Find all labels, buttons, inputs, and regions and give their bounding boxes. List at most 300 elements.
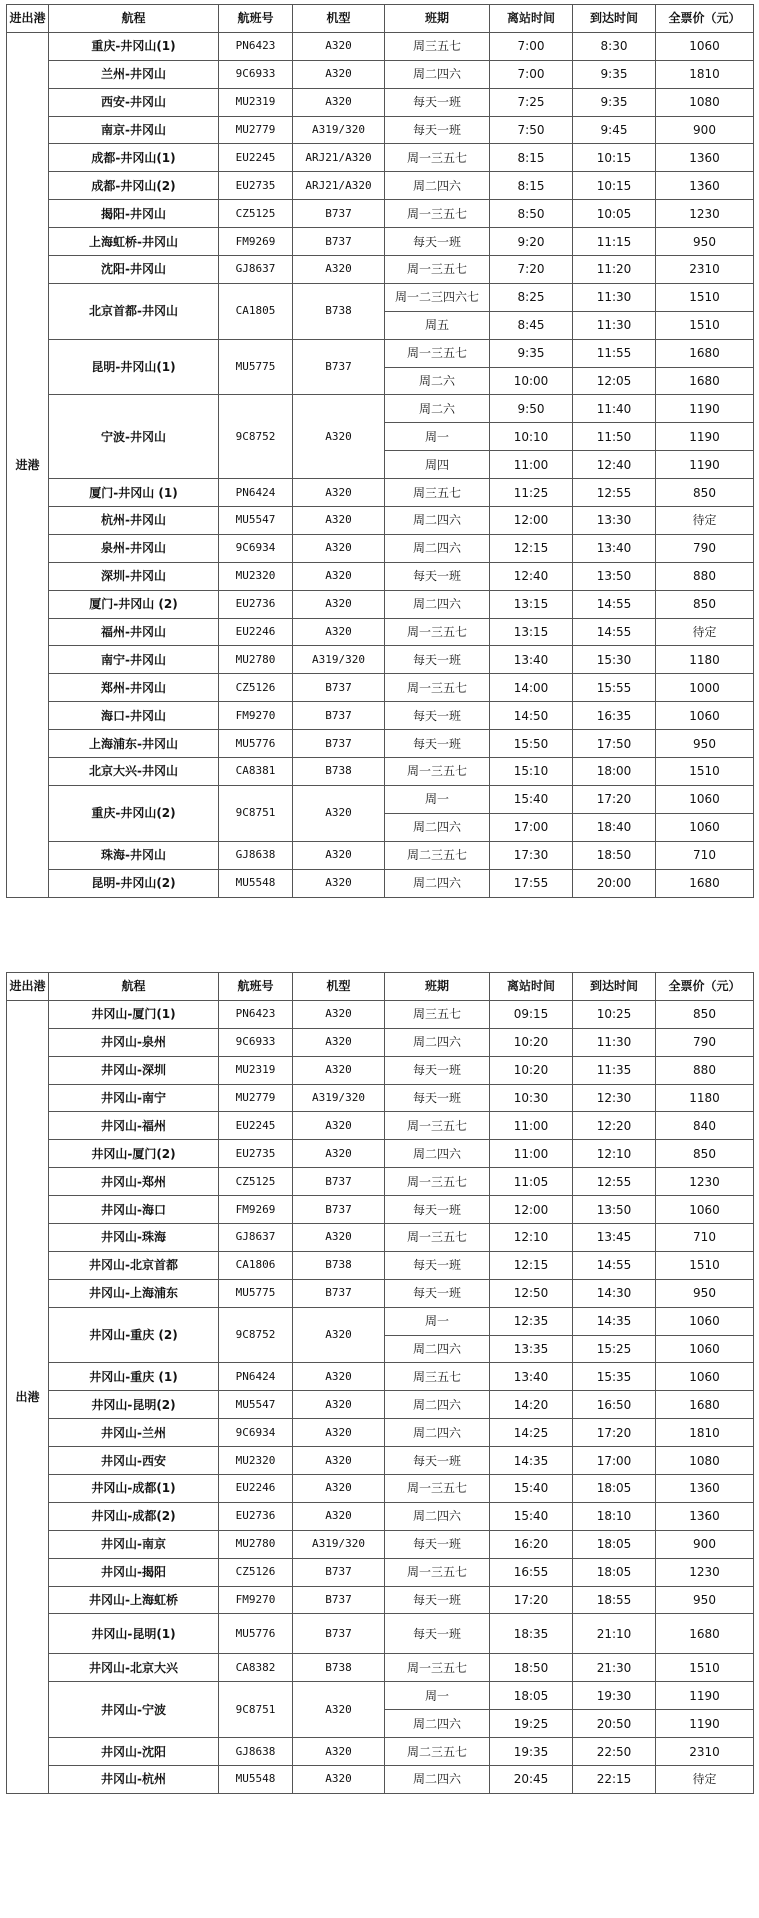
depart-time-cell: 12:15 (490, 534, 573, 562)
flight-no-cell: MU5775 (219, 1279, 293, 1307)
table-row (7, 479, 754, 507)
inbound-table (6, 4, 754, 898)
fare-cell: 1060 (656, 32, 754, 60)
fare-cell: 1230 (656, 200, 754, 228)
depart-time-cell: 8:50 (490, 200, 573, 228)
flight-no-cell: EU2736 (219, 590, 293, 618)
header-dir: 进出港 (7, 973, 49, 1001)
table-row (7, 1558, 754, 1586)
schedule-days-cell: 周一三五七 (385, 618, 490, 646)
flight-no-cell: MU5548 (219, 1766, 293, 1794)
fare-cell: 1190 (656, 423, 754, 451)
flight-no-cell: 9C6933 (219, 60, 293, 88)
aircraft-cell: A320 (293, 1363, 385, 1391)
schedule-days-cell: 每天一班 (385, 1251, 490, 1279)
aircraft-cell: A320 (293, 479, 385, 507)
schedule-days-cell: 每天一班 (385, 1614, 490, 1654)
aircraft-cell: A320 (293, 841, 385, 869)
route-cell: 沈阳-井冈山 (49, 256, 219, 284)
depart-time-cell: 10:00 (490, 367, 573, 395)
schedule-days-cell: 周二四六 (385, 172, 490, 200)
table-row (7, 1502, 754, 1530)
aircraft-cell: B738 (293, 283, 385, 339)
aircraft-cell: A320 (293, 1224, 385, 1252)
depart-time-cell: 14:20 (490, 1391, 573, 1419)
flight-no-cell: EU2735 (219, 172, 293, 200)
schedule-days-cell: 每天一班 (385, 1279, 490, 1307)
route-cell: 井冈山-上海浦东 (49, 1279, 219, 1307)
fare-cell: 1360 (656, 144, 754, 172)
schedule-days-cell: 周一三五七 (385, 1654, 490, 1682)
aircraft-cell: B737 (293, 1558, 385, 1586)
route-cell: 泉州-井冈山 (49, 534, 219, 562)
arrive-time-cell: 13:50 (573, 562, 656, 590)
route-cell: 南宁-井冈山 (49, 646, 219, 674)
table-row (7, 32, 754, 60)
fare-cell: 1510 (656, 1251, 754, 1279)
arrive-time-cell: 12:05 (573, 367, 656, 395)
route-cell: 兰州-井冈山 (49, 60, 219, 88)
schedule-days-cell: 每天一班 (385, 1196, 490, 1224)
arrive-time-cell: 13:30 (573, 507, 656, 535)
table-row (7, 702, 754, 730)
aircraft-cell: A320 (293, 618, 385, 646)
arrive-time-cell: 18:05 (573, 1558, 656, 1586)
aircraft-cell: A320 (293, 1307, 385, 1363)
depart-time-cell: 8:45 (490, 311, 573, 339)
flight-no-cell: PN6424 (219, 1363, 293, 1391)
aircraft-cell: B737 (293, 1168, 385, 1196)
depart-time-cell: 13:40 (490, 1363, 573, 1391)
depart-time-cell: 13:40 (490, 646, 573, 674)
schedule-days-cell: 每天一班 (385, 228, 490, 256)
schedule-days-cell: 周一三五七 (385, 1168, 490, 1196)
aircraft-cell: B737 (293, 1196, 385, 1224)
schedule-days-cell: 周二六 (385, 395, 490, 423)
flight-no-cell: CZ5125 (219, 1168, 293, 1196)
table-row (7, 116, 754, 144)
fare-cell: 1190 (656, 1682, 754, 1710)
depart-time-cell: 15:40 (490, 1475, 573, 1503)
route-cell: 井冈山-宁波 (49, 1682, 219, 1738)
schedule-days-cell: 每天一班 (385, 1447, 490, 1475)
aircraft-cell: A319/320 (293, 646, 385, 674)
aircraft-cell: A320 (293, 1112, 385, 1140)
depart-time-cell: 10:30 (490, 1084, 573, 1112)
fare-cell: 1360 (656, 1502, 754, 1530)
arrive-time-cell: 14:30 (573, 1279, 656, 1307)
aircraft-cell: B737 (293, 339, 385, 395)
header-aircraft: 机型 (293, 973, 385, 1001)
route-cell: 福州-井冈山 (49, 618, 219, 646)
table-row (7, 1363, 754, 1391)
flight-no-cell: MU2319 (219, 1056, 293, 1084)
table-row (7, 1056, 754, 1084)
fare-cell: 880 (656, 562, 754, 590)
fare-cell: 950 (656, 730, 754, 758)
arrive-time-cell: 10:15 (573, 172, 656, 200)
flight-no-cell: EU2245 (219, 1112, 293, 1140)
flight-no-cell: MU5547 (219, 1391, 293, 1419)
depart-time-cell: 13:15 (490, 590, 573, 618)
header-aircraft: 机型 (293, 5, 385, 33)
fare-cell: 1080 (656, 1447, 754, 1475)
depart-time-cell: 17:00 (490, 813, 573, 841)
route-cell: 昆明-井冈山(1) (49, 339, 219, 395)
depart-time-cell: 15:10 (490, 758, 573, 786)
flight-no-cell: PN6424 (219, 479, 293, 507)
aircraft-cell: B737 (293, 1279, 385, 1307)
flight-no-cell: MU5776 (219, 1614, 293, 1654)
depart-time-cell: 17:20 (490, 1586, 573, 1614)
fare-cell: 1060 (656, 1307, 754, 1335)
fare-cell: 1060 (656, 702, 754, 730)
depart-time-cell: 14:00 (490, 674, 573, 702)
flight-no-cell: GJ8638 (219, 1738, 293, 1766)
flight-no-cell: MU2320 (219, 562, 293, 590)
fare-cell: 900 (656, 116, 754, 144)
fare-cell: 1060 (656, 813, 754, 841)
schedule-days-cell: 周三五七 (385, 479, 490, 507)
arrive-time-cell: 11:50 (573, 423, 656, 451)
aircraft-cell: A320 (293, 869, 385, 897)
header-fare: 全票价（元） (656, 5, 754, 33)
table-row (7, 1168, 754, 1196)
route-cell: 井冈山-沈阳 (49, 1738, 219, 1766)
route-cell: 上海虹桥-井冈山 (49, 228, 219, 256)
depart-time-cell: 14:25 (490, 1419, 573, 1447)
schedule-days-cell: 周二六 (385, 367, 490, 395)
schedule-days-cell: 周一三五七 (385, 1224, 490, 1252)
outbound-direction-label: 出港 (7, 1000, 49, 1793)
aircraft-cell: A320 (293, 590, 385, 618)
route-cell: 井冈山-海口 (49, 1196, 219, 1224)
table-row (7, 1475, 754, 1503)
depart-time-cell: 7:20 (490, 256, 573, 284)
table-row (7, 1530, 754, 1558)
route-cell: 昆明-井冈山(2) (49, 869, 219, 897)
fare-cell: 1060 (656, 785, 754, 813)
flight-no-cell: 9C8751 (219, 785, 293, 841)
depart-time-cell: 9:35 (490, 339, 573, 367)
schedule-days-cell: 每天一班 (385, 1530, 490, 1558)
depart-time-cell: 16:55 (490, 1558, 573, 1586)
depart-time-cell: 13:35 (490, 1335, 573, 1363)
fare-cell: 1510 (656, 311, 754, 339)
table-row (7, 1112, 754, 1140)
fare-cell: 840 (656, 1112, 754, 1140)
table-row (7, 618, 754, 646)
fare-cell: 1060 (656, 1363, 754, 1391)
table-row (7, 395, 754, 423)
aircraft-cell: B737 (293, 702, 385, 730)
flight-no-cell: 9C8751 (219, 1682, 293, 1738)
flight-no-cell: FM9270 (219, 702, 293, 730)
aircraft-cell: A319/320 (293, 116, 385, 144)
arrive-time-cell: 16:35 (573, 702, 656, 730)
header-route: 航程 (49, 5, 219, 33)
arrive-time-cell: 12:55 (573, 1168, 656, 1196)
arrive-time-cell: 12:55 (573, 479, 656, 507)
aircraft-cell: A320 (293, 562, 385, 590)
aircraft-cell: A320 (293, 1502, 385, 1530)
route-cell: 成都-井冈山(1) (49, 144, 219, 172)
table-row (7, 1586, 754, 1614)
aircraft-cell: A320 (293, 32, 385, 60)
table-row (7, 534, 754, 562)
aircraft-cell: A320 (293, 1000, 385, 1028)
flight-no-cell: EU2735 (219, 1140, 293, 1168)
flight-no-cell: MU2780 (219, 1530, 293, 1558)
table-row (7, 758, 754, 786)
route-cell: 重庆-井冈山(1) (49, 32, 219, 60)
table-row (7, 228, 754, 256)
depart-time-cell: 12:50 (490, 1279, 573, 1307)
flight-no-cell: CA8381 (219, 758, 293, 786)
route-cell: 成都-井冈山(2) (49, 172, 219, 200)
arrive-time-cell: 11:35 (573, 1056, 656, 1084)
arrive-time-cell: 11:30 (573, 311, 656, 339)
schedule-days-cell: 周三五七 (385, 32, 490, 60)
depart-time-cell: 9:50 (490, 395, 573, 423)
fare-cell: 1000 (656, 674, 754, 702)
table-row (7, 1766, 754, 1794)
schedule-days-cell: 周一三五七 (385, 256, 490, 284)
aircraft-cell: ARJ21/A320 (293, 144, 385, 172)
schedule-days-cell: 每天一班 (385, 88, 490, 116)
arrive-time-cell: 18:10 (573, 1502, 656, 1530)
arrive-time-cell: 10:05 (573, 200, 656, 228)
aircraft-cell: B738 (293, 758, 385, 786)
fare-cell: 1810 (656, 1419, 754, 1447)
flight-no-cell: EU2246 (219, 1475, 293, 1503)
table-row (7, 1654, 754, 1682)
route-cell: 井冈山-昆明(1) (49, 1614, 219, 1654)
table-row (7, 674, 754, 702)
arrive-time-cell: 21:30 (573, 1654, 656, 1682)
fare-cell: 1060 (656, 1335, 754, 1363)
arrive-time-cell: 14:55 (573, 590, 656, 618)
table-row (7, 1279, 754, 1307)
schedule-days-cell: 周二四六 (385, 813, 490, 841)
fare-cell: 1680 (656, 1614, 754, 1654)
depart-time-cell: 17:30 (490, 841, 573, 869)
outbound-table (6, 972, 754, 1794)
schedule-days-cell: 每天一班 (385, 1056, 490, 1084)
depart-time-cell: 17:55 (490, 869, 573, 897)
flight-no-cell: CA1806 (219, 1251, 293, 1279)
depart-time-cell: 8:15 (490, 144, 573, 172)
route-cell: 厦门-井冈山 (2) (49, 590, 219, 618)
aircraft-cell: A320 (293, 534, 385, 562)
aircraft-cell: A320 (293, 256, 385, 284)
depart-time-cell: 11:00 (490, 1112, 573, 1140)
arrive-time-cell: 17:50 (573, 730, 656, 758)
route-cell: 井冈山-福州 (49, 1112, 219, 1140)
aircraft-cell: A320 (293, 507, 385, 535)
depart-time-cell: 15:40 (490, 1502, 573, 1530)
table-row (7, 1391, 754, 1419)
table-row (7, 646, 754, 674)
route-cell: 西安-井冈山 (49, 88, 219, 116)
schedule-days-cell: 周二四六 (385, 1391, 490, 1419)
flight-no-cell: EU2246 (219, 618, 293, 646)
schedule-days-cell: 每天一班 (385, 702, 490, 730)
route-cell: 北京大兴-井冈山 (49, 758, 219, 786)
flight-no-cell: 9C8752 (219, 1307, 293, 1363)
table-row (7, 1614, 754, 1654)
fare-cell: 900 (656, 1530, 754, 1558)
schedule-days-cell: 周二四六 (385, 1140, 490, 1168)
arrive-time-cell: 12:40 (573, 451, 656, 479)
schedule-days-cell: 周一三五七 (385, 1475, 490, 1503)
flight-no-cell: FM9269 (219, 1196, 293, 1224)
depart-time-cell: 15:50 (490, 730, 573, 758)
aircraft-cell: B737 (293, 1614, 385, 1654)
depart-time-cell: 7:00 (490, 32, 573, 60)
schedule-days-cell: 周四 (385, 451, 490, 479)
aircraft-cell: A320 (293, 1056, 385, 1084)
schedule-days-cell: 周一二三四六七 (385, 283, 490, 311)
table-row (7, 590, 754, 618)
route-cell: 重庆-井冈山(2) (49, 785, 219, 841)
flight-no-cell: GJ8638 (219, 841, 293, 869)
inbound-body (7, 5, 754, 898)
flight-no-cell: MU2320 (219, 1447, 293, 1475)
fare-cell: 1810 (656, 60, 754, 88)
table-row (7, 1084, 754, 1112)
header-flight: 航班号 (219, 5, 293, 33)
arrive-time-cell: 20:50 (573, 1710, 656, 1738)
schedule-days-cell: 周三五七 (385, 1000, 490, 1028)
depart-time-cell: 14:35 (490, 1447, 573, 1475)
schedule-days-cell: 周二四六 (385, 1502, 490, 1530)
route-cell: 杭州-井冈山 (49, 507, 219, 535)
flight-no-cell: MU2780 (219, 646, 293, 674)
arrive-time-cell: 9:35 (573, 88, 656, 116)
arrive-time-cell: 21:10 (573, 1614, 656, 1654)
schedule-days-cell: 周一三五七 (385, 339, 490, 367)
route-cell: 井冈山-西安 (49, 1447, 219, 1475)
arrive-time-cell: 22:50 (573, 1738, 656, 1766)
arrive-time-cell: 12:30 (573, 1084, 656, 1112)
flight-no-cell: EU2736 (219, 1502, 293, 1530)
schedule-days-cell: 每天一班 (385, 1586, 490, 1614)
depart-time-cell: 18:35 (490, 1614, 573, 1654)
schedule-days-cell: 周一 (385, 785, 490, 813)
arrive-time-cell: 13:50 (573, 1196, 656, 1224)
inbound-direction-label: 进港 (7, 32, 49, 897)
table-row (7, 841, 754, 869)
arrive-time-cell: 20:00 (573, 869, 656, 897)
fare-cell: 1230 (656, 1558, 754, 1586)
fare-cell: 1680 (656, 367, 754, 395)
route-cell: 井冈山-北京大兴 (49, 1654, 219, 1682)
aircraft-cell: A320 (293, 1766, 385, 1794)
depart-time-cell: 09:15 (490, 1000, 573, 1028)
arrive-time-cell: 18:40 (573, 813, 656, 841)
fare-cell: 950 (656, 228, 754, 256)
depart-time-cell: 11:00 (490, 1140, 573, 1168)
table-row (7, 144, 754, 172)
schedule-days-cell: 周二四六 (385, 1335, 490, 1363)
table-row (7, 730, 754, 758)
table-row (7, 869, 754, 897)
arrive-time-cell: 11:30 (573, 1028, 656, 1056)
arrive-time-cell: 16:50 (573, 1391, 656, 1419)
route-cell: 厦门-井冈山 (1) (49, 479, 219, 507)
aircraft-cell: A320 (293, 1682, 385, 1738)
route-cell: 井冈山-昆明(2) (49, 1391, 219, 1419)
depart-time-cell: 12:15 (490, 1251, 573, 1279)
arrive-time-cell: 18:50 (573, 841, 656, 869)
schedule-days-cell: 周二四六 (385, 1766, 490, 1794)
flight-no-cell: CZ5126 (219, 674, 293, 702)
arrive-time-cell: 10:25 (573, 1000, 656, 1028)
route-cell: 井冈山-重庆 (2) (49, 1307, 219, 1363)
schedule-days-cell: 周一三五七 (385, 674, 490, 702)
route-cell: 井冈山-杭州 (49, 1766, 219, 1794)
aircraft-cell: A319/320 (293, 1530, 385, 1558)
schedule-days-cell: 周二三五七 (385, 841, 490, 869)
fare-cell: 710 (656, 841, 754, 869)
fare-cell: 1190 (656, 451, 754, 479)
route-cell: 郑州-井冈山 (49, 674, 219, 702)
schedule-days-cell: 周一 (385, 1682, 490, 1710)
arrive-time-cell: 9:45 (573, 116, 656, 144)
aircraft-cell: A320 (293, 785, 385, 841)
fare-cell: 1510 (656, 1654, 754, 1682)
aircraft-cell: B737 (293, 1586, 385, 1614)
route-cell: 井冈山-厦门(1) (49, 1000, 219, 1028)
flight-no-cell: CA8382 (219, 1654, 293, 1682)
fare-cell: 850 (656, 590, 754, 618)
aircraft-cell: A320 (293, 1028, 385, 1056)
fare-cell: 1060 (656, 1196, 754, 1224)
depart-time-cell: 15:40 (490, 785, 573, 813)
fare-cell: 2310 (656, 256, 754, 284)
flight-no-cell: 9C8752 (219, 395, 293, 479)
depart-time-cell: 14:50 (490, 702, 573, 730)
schedule-days-cell: 周二四六 (385, 534, 490, 562)
route-cell: 珠海-井冈山 (49, 841, 219, 869)
flight-no-cell: FM9270 (219, 1586, 293, 1614)
table-row (7, 1447, 754, 1475)
fare-cell: 1680 (656, 1391, 754, 1419)
schedule-days-cell: 每天一班 (385, 730, 490, 758)
flight-no-cell: PN6423 (219, 32, 293, 60)
route-cell: 井冈山-深圳 (49, 1056, 219, 1084)
fare-cell: 1080 (656, 88, 754, 116)
arrive-time-cell: 13:40 (573, 534, 656, 562)
aircraft-cell: B738 (293, 1654, 385, 1682)
aircraft-cell: B737 (293, 730, 385, 758)
flight-no-cell: MU5548 (219, 869, 293, 897)
arrive-time-cell: 11:15 (573, 228, 656, 256)
aircraft-cell: B737 (293, 674, 385, 702)
header-fare: 全票价（元） (656, 973, 754, 1001)
header-arrive: 到达时间 (573, 973, 656, 1001)
arrive-time-cell: 9:35 (573, 60, 656, 88)
depart-time-cell: 18:05 (490, 1682, 573, 1710)
depart-time-cell: 11:05 (490, 1168, 573, 1196)
depart-time-cell: 13:15 (490, 618, 573, 646)
fare-cell: 1360 (656, 1475, 754, 1503)
schedule-days-cell: 每天一班 (385, 562, 490, 590)
flight-no-cell: PN6423 (219, 1000, 293, 1028)
depart-time-cell: 7:50 (490, 116, 573, 144)
schedule-days-cell: 周一三五七 (385, 200, 490, 228)
